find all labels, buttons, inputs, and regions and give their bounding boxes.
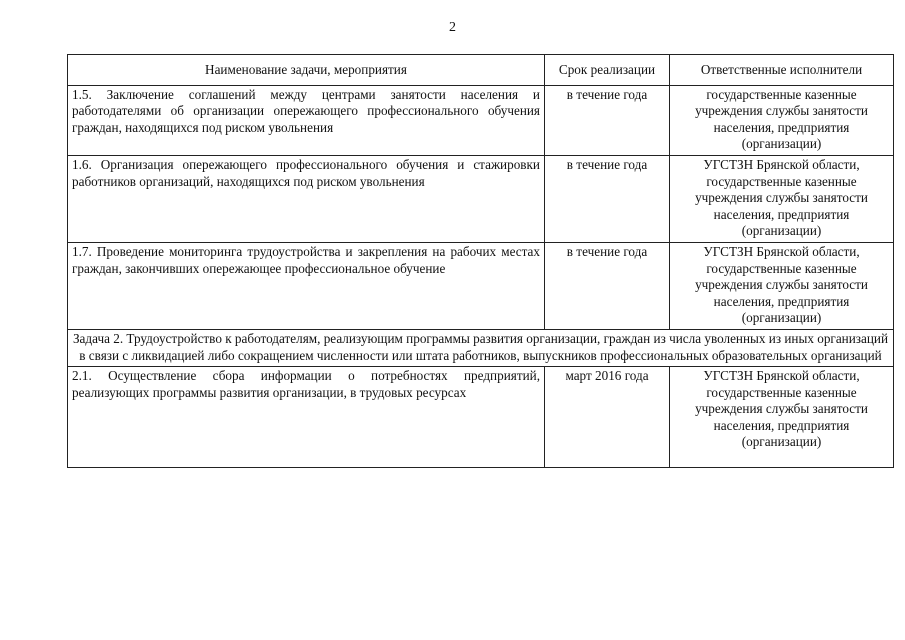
activities-table <box>67 54 894 468</box>
executors-cell: УГСТЗН Брянской области, государственные казенные учреждения службы занятости населения, предприятия (организации) <box>670 155 894 242</box>
task-cell: 2.1. Осуществление сбора информации о потребностях предприятий, реализующих программы развития организации, в трудовых ресурсах <box>68 367 545 468</box>
table-row <box>68 367 894 468</box>
task-cell: 1.6. Организация опережающего профессионального обучения и стажировки работников организаций, находящихся под риском увольнения <box>68 155 545 242</box>
term-cell: март 2016 года <box>545 367 670 468</box>
table-row <box>68 155 894 242</box>
header-executors: Ответственные исполнители <box>670 55 894 86</box>
page-number: 2 <box>449 20 456 35</box>
goal-row <box>68 329 894 366</box>
executors-cell: государственные казенные учреждения службы занятости населения, предприятия (организации) <box>670 85 894 155</box>
executors-cell: УГСТЗН Брянской области, государственные казенные учреждения службы занятости населения, предприятия (организации) <box>670 242 894 329</box>
term-cell: в течение года <box>545 242 670 329</box>
table-row <box>68 242 894 329</box>
task-cell: 1.7. Проведение мониторинга трудоустройства и закрепления на рабочих местах граждан, закончивших опережающее профессиональное обучение <box>68 242 545 329</box>
task-cell: 1.5. Заключение соглашений между центрами занятости населения и работодателями об организации опережающего профессионального обучения граждан, находящихся под риском увольнения <box>68 85 545 155</box>
goal-2-heading: Задача 2. Трудоустройство к работодателям, реализующим программы развития организации, граждан из числа уволенных из иных организаций в связи с ликвидацией либо сокращением численности или штата работников, выпускников профессиональных образовательных организаций <box>68 329 894 366</box>
term-cell: в течение года <box>545 155 670 242</box>
header-term: Срок реализации <box>545 55 670 86</box>
header-task: Наименование задачи, мероприятия <box>68 55 545 86</box>
term-cell: в течение года <box>545 85 670 155</box>
table-header-row <box>68 55 894 86</box>
executors-cell: УГСТЗН Брянской области, государственные казенные учреждения службы занятости населения, предприятия (организации) <box>670 367 894 468</box>
table-row <box>68 85 894 155</box>
